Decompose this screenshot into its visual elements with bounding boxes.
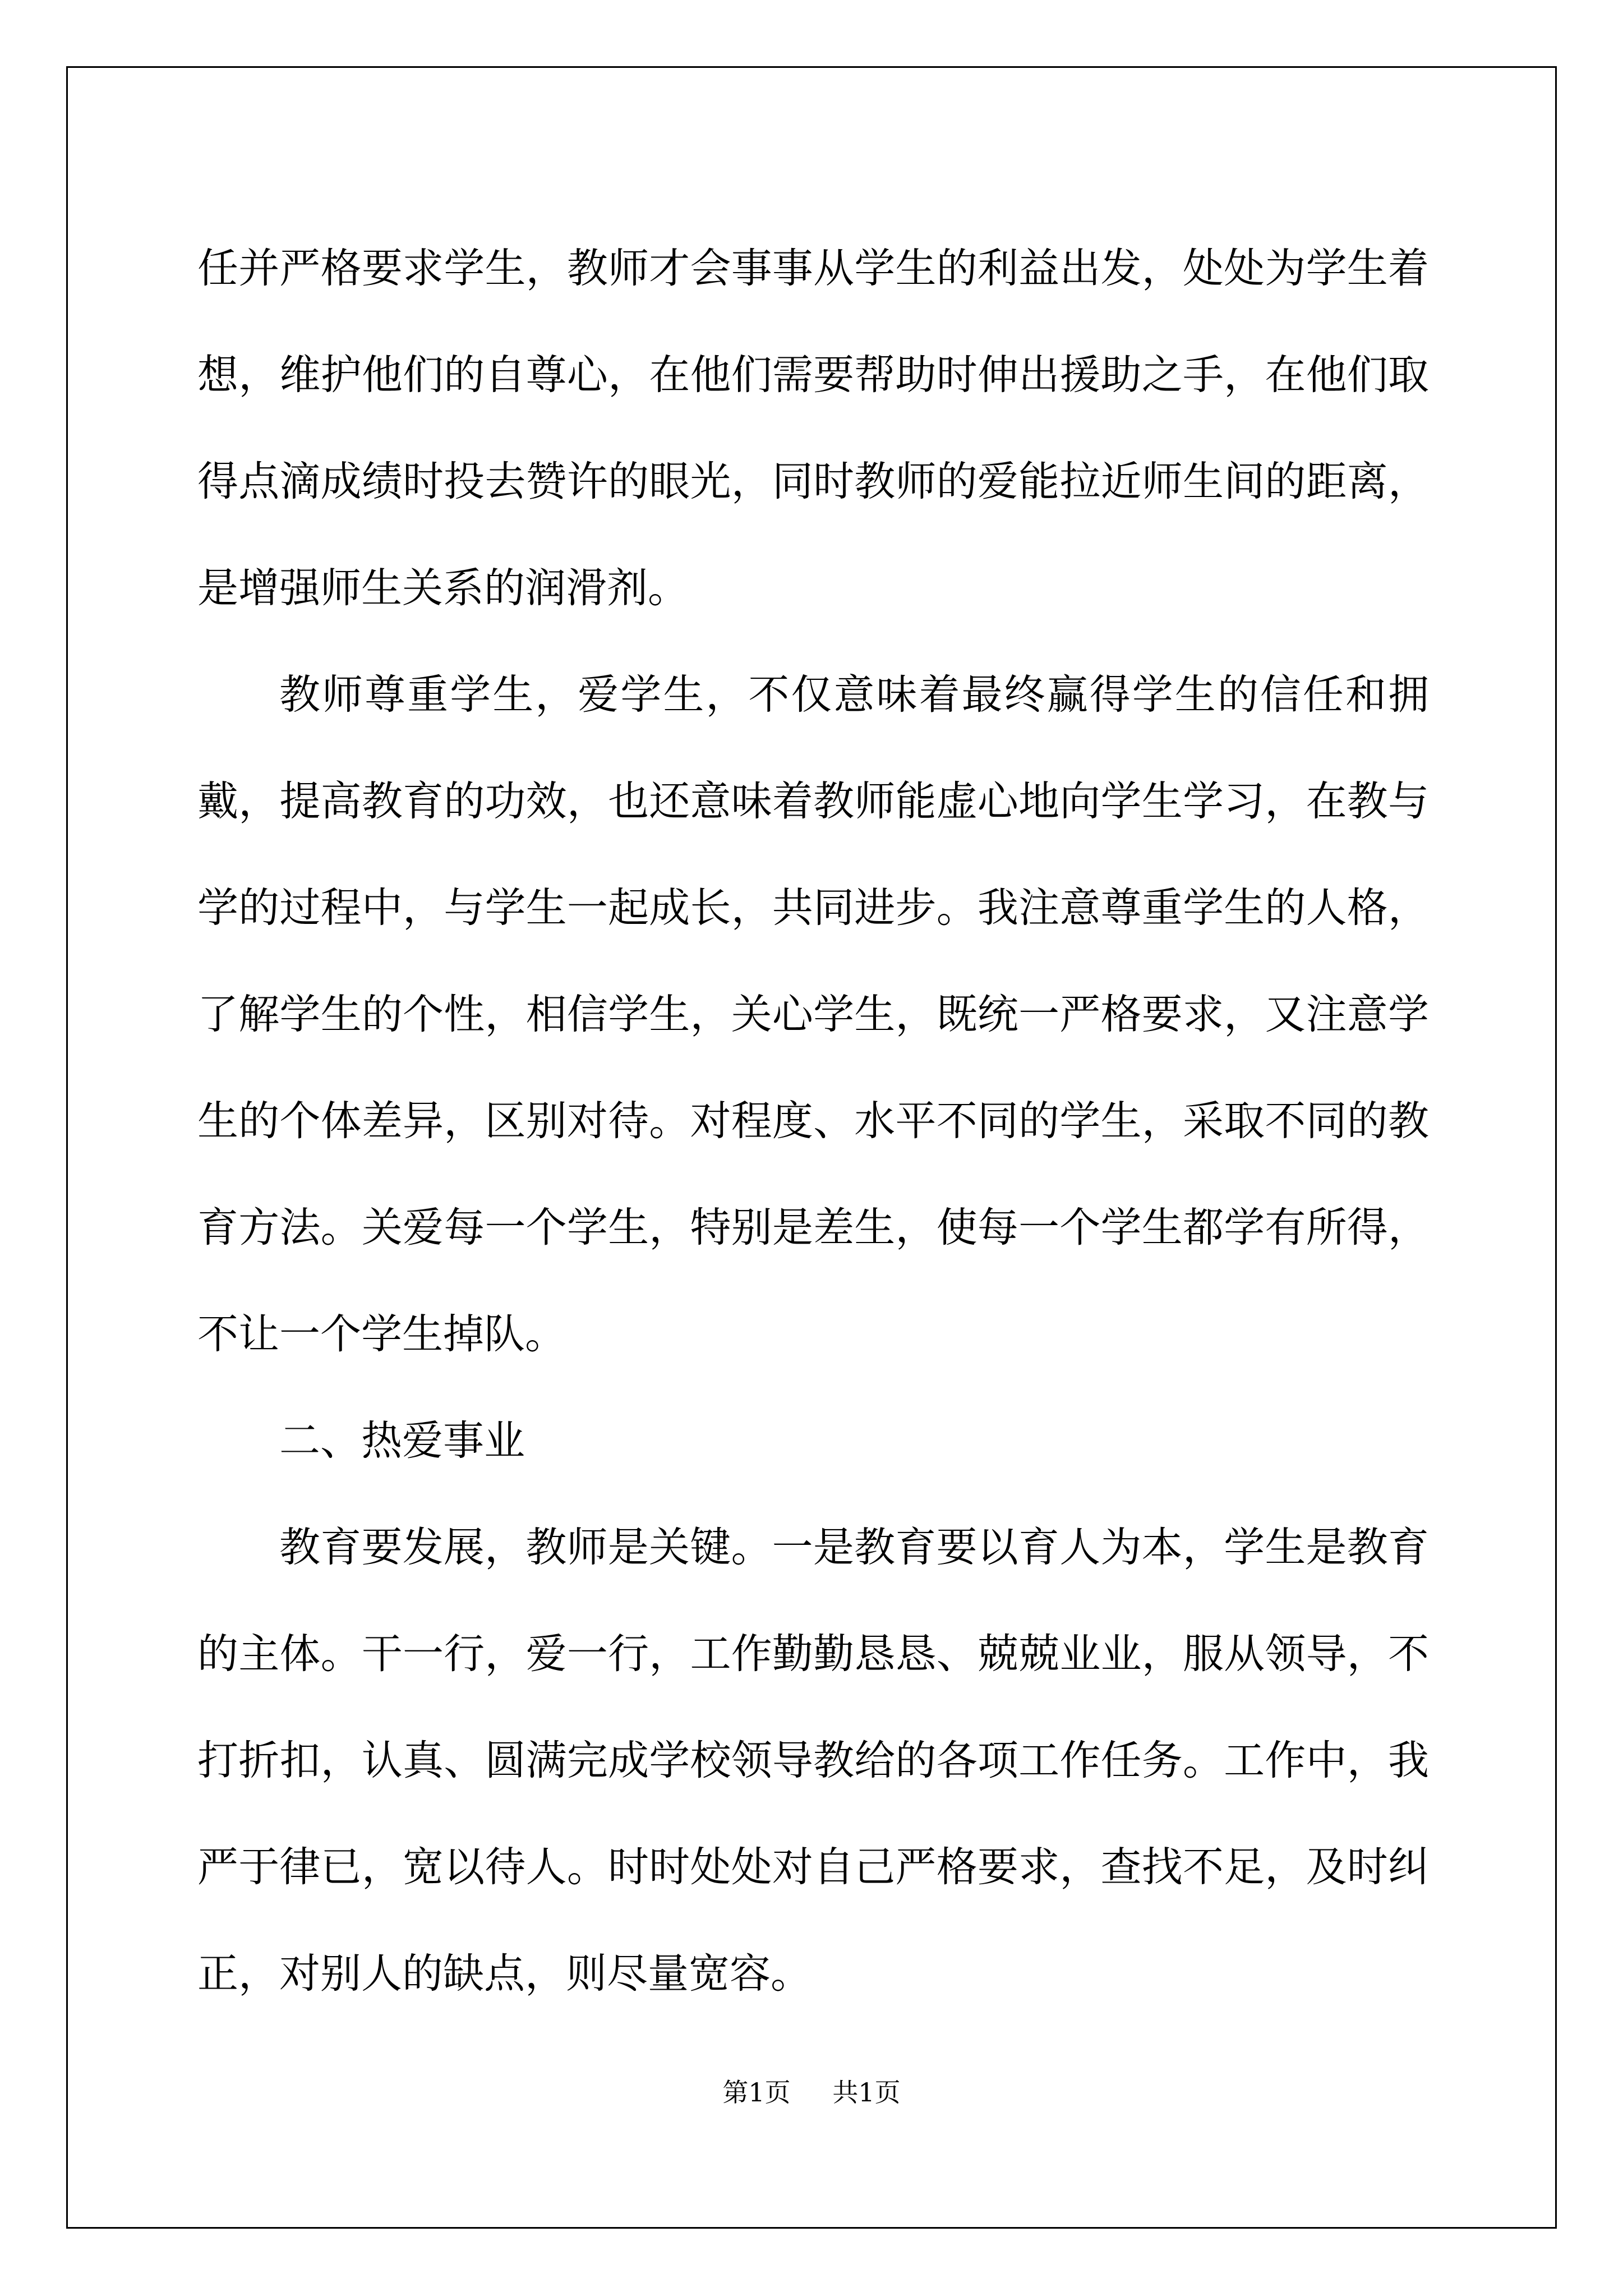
page-number: 第1页 <box>722 2077 791 2108</box>
paragraph-1: 任并严格要求学生，教师才会事事从学生的利益出发，处处为学生着想，维护他们的自尊心，在他们需要帮助时伸出援助之手，在他们取得点滴成绩时投去赞许的眼光，同时教师的爱能拉近师生间的距离，是增强师生关系的润滑剂。 <box>197 245 1429 612</box>
page-total: 共1页 <box>832 2077 901 2108</box>
document-body <box>197 215 1429 2027</box>
section-heading: 二、热爱事业 <box>279 1417 525 1465</box>
paragraph-3: 教育要发展，教师是关键。一是教育要以育人为本，学生是教育的主体。干一行，爱一行，工作勤勤恳恳、兢兢业业，服从领导，不打折扣，认真、圆满完成学校领导教给的各项工作任务。工作中，我严于律已，宽以待人。时时处处对自己严格要求，查找不足，及时纠正，对别人的缺点，则尽量宽容。 <box>197 1524 1429 1998</box>
paragraph-2: 教师尊重学生，爱学生，不仅意味着最终赢得学生的信任和拥戴，提高教育的功效，也还意味着教师能虚心地向学生学习，在教与学的过程中，与学生一起成长，共同进步。我注意尊重学生的人格，了解学生的个性，相信学生，关心学生，既统一严格要求，又注意学生的个体差异，区别对待。对程度、水平不同的学生，采取不同的教育方法。关爱每一个学生，特别是差生，使每一个学生都学有所得，不让一个学生掉队。 <box>197 671 1429 1358</box>
page-footer <box>0 2076 1623 2109</box>
